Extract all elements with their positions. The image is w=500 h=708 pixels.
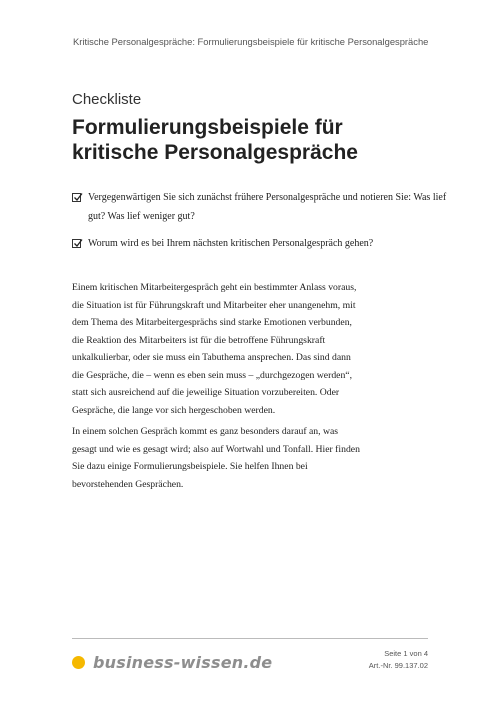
checkbox-checked-icon bbox=[72, 239, 81, 248]
logo-text: business-wissen.de bbox=[93, 653, 273, 672]
checklist bbox=[72, 190, 452, 263]
body-text bbox=[72, 279, 364, 497]
checkbox-checked-icon bbox=[72, 193, 81, 202]
checklist-item-text: Vergegenwärtigen Sie sich zunächst frühere Personalgespräche und notieren Sie: Was lief gut? Was lief weniger gut? bbox=[88, 192, 447, 222]
document-title: Formulierungsbeispiele für kritische Personalgespräche bbox=[72, 116, 358, 164]
page-info bbox=[369, 648, 428, 672]
checklist-item-text: Worum wird es bei Ihrem nächsten kritischen Personalgespräch gehen? bbox=[88, 238, 374, 249]
paragraph: In einem solchen Gespräch kommt es ganz besonders darauf an, was gesagt und wie es gesagt wird; also auf Wortwahl und Tonfall. Hier finden Sie dazu einige Formulierungsbeispiele. Sie helfen Ihnen bei bevorstehenden Gesprächen. bbox=[72, 426, 360, 490]
checklist-item bbox=[72, 236, 452, 253]
page-number: Seite 1 von 4 bbox=[384, 649, 428, 658]
paragraph: Einem kritischen Mitarbeitergespräch geht ein bestimmter Anlass voraus, die Situation ist für Führungskraft und Mitarbeiter eher unangenehm, mit dem Thema des Mitarbeitergesprächs sind starke Emotionen verbunden, die Reaktion des Mitarbeiters ist für die betroffene Führungskraft unkalkulierbar, oder sie muss ein Tabuthema ansprechen. Das sind dann die Gespräche, die – wenn es eben sein muss – „durchgezogen werden“, statt sich ausreichend auf die jeweilige Situation vorzubereiten. Oder Gespräche, die lange vor sich hergeschoben werden. bbox=[72, 282, 357, 416]
article-number: Art.-Nr. 99.137.02 bbox=[368, 661, 428, 670]
brand-logo bbox=[72, 653, 272, 672]
document-kicker: Checkliste bbox=[72, 91, 142, 108]
running-header: Kritische Personalgespräche: Formulierungsbeispiele für kritische Personalgespräche bbox=[73, 36, 429, 47]
checklist-item bbox=[72, 190, 452, 226]
logo-dot-icon bbox=[72, 656, 85, 669]
footer-divider bbox=[72, 638, 428, 639]
